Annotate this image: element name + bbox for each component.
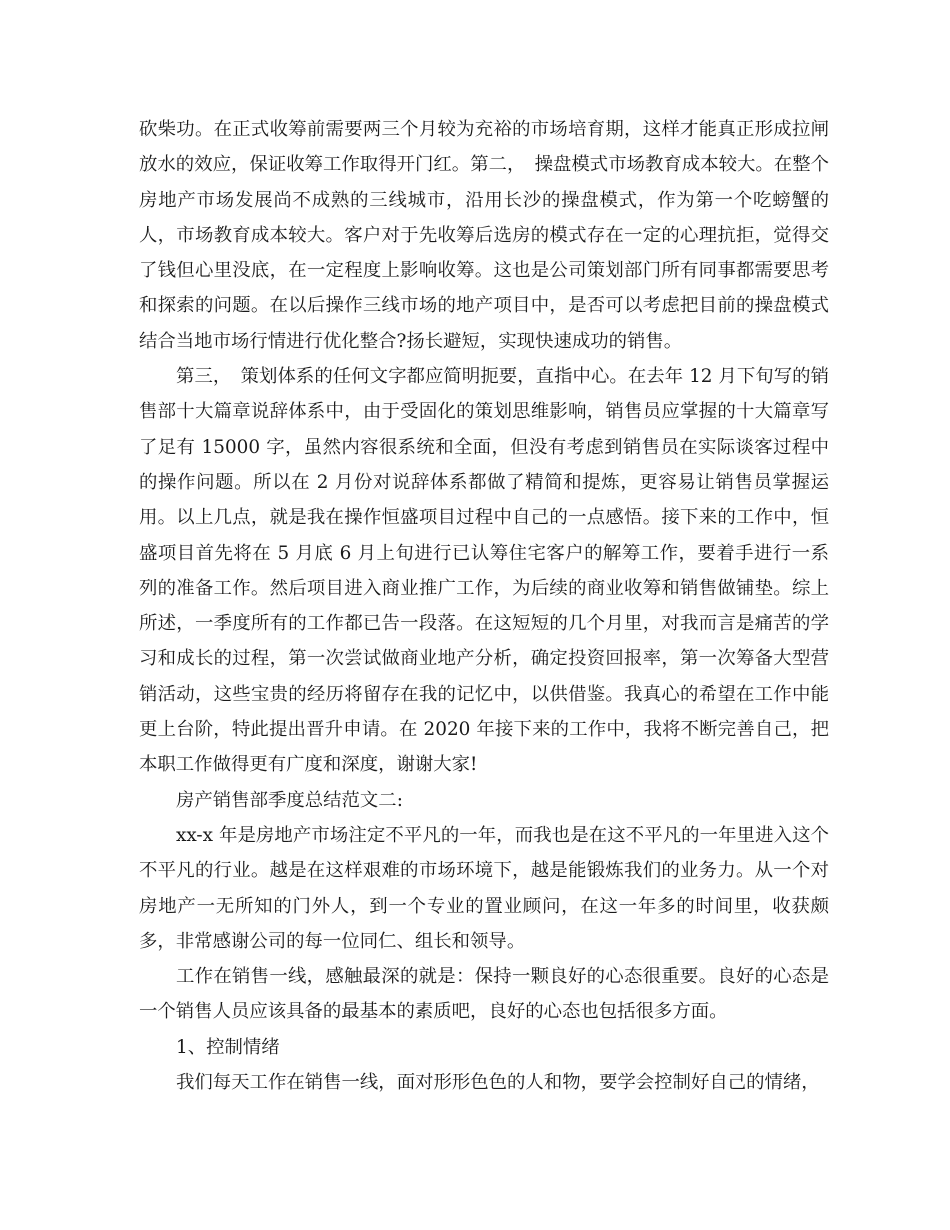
paragraph-3: xx-x 年是房地产市场注定不平凡的一年，而我也是在这不平凡的一年里进入这个不平凡的行业。越是在这样艰难的市场环境下，越是能锻炼我们的业务力。从一个对房地产一无所知的门外人，到一个专业的置业顾问，在这一年多的时间里，收获颇多，非常感谢公司的每一位同仁、组长和领导。 bbox=[139, 824, 829, 952]
list-heading-1: 1、控制情绪 bbox=[176, 1036, 280, 1058]
paragraph-2: 第三， 策划体系的任何文字都应简明扼要，直指中心。在去年 12 月下旬写的销售部十大篇章说辞体系中，由于受固化的策划思维影响，销售员应掌握的十大篇章写了足有 15000 字，虽然内容很系统和全面，但没有考虑到销售员在实际谈客过程中的操作问题。所以在 2 月份对说辞体系都做了精简和提炼，更容易让销售员掌握运用。以上几点，就是我在操作恒盛项目过程中自己的一点感悟。接下来的工作中，恒盛项目首先将在 5 月底 6 月上旬进行已认筹住宅客户的解筹工作，要着手进行一系列的准备工作。然后项目进入商业推广工作，为后续的商业收筹和销售做铺垫。综上所述，一季度所有的工作都已告一段落。在这短短的几个月里，对我而言是痛苦的学习和成长的过程，第一次尝试做商业地产分析，确定投资回报率，第一次筹备大型营销活动，这些宝贵的经历将留存在我的记忆中，以供借鉴。我真心的希望在工作中能更上台阶，特此提出晋升申请。在 2020 年接下来的工作中，我将不断完善自己，把本职工作做得更有广度和深度，谢谢大家! bbox=[139, 366, 829, 776]
document-body bbox=[139, 112, 829, 1100]
paragraph-1: 砍柴功。在正式收筹前需要两三个月较为充裕的市场培育期，这样才能真正形成拉闸放水的效应，保证收筹工作取得开门红。第二， 操盘模式市场教育成本较大。在整个房地产市场发展尚不成熟的三线城市，沿用长沙的操盘模式，作为第一个吃螃蟹的人，市场教育成本较大。客户对于先收筹后选房的模式存在一定的心理抗拒，觉得交了钱但心里没底，在一定程度上影响收筹。这也是公司策划部门所有同事都需要思考和探索的问题。在以后操作三线市场的地产项目中，是否可以考虑把目前的操盘模式结合当地市场行情进行优化整合?扬长避短，实现快速成功的销售。 bbox=[139, 119, 829, 352]
paragraph-4: 工作在销售一线，感触最深的就是：保持一颗良好的心态很重要。良好的心态是一个销售人员应该具备的最基本的素质吧，良好的心态也包括很多方面。 bbox=[139, 966, 829, 1023]
section-heading: 房产销售部季度总结范文二: bbox=[176, 789, 403, 811]
paragraph-5: 我们每天工作在销售一线，面对形形色色的人和物，要学会控制好自己的情绪， bbox=[176, 1072, 820, 1094]
